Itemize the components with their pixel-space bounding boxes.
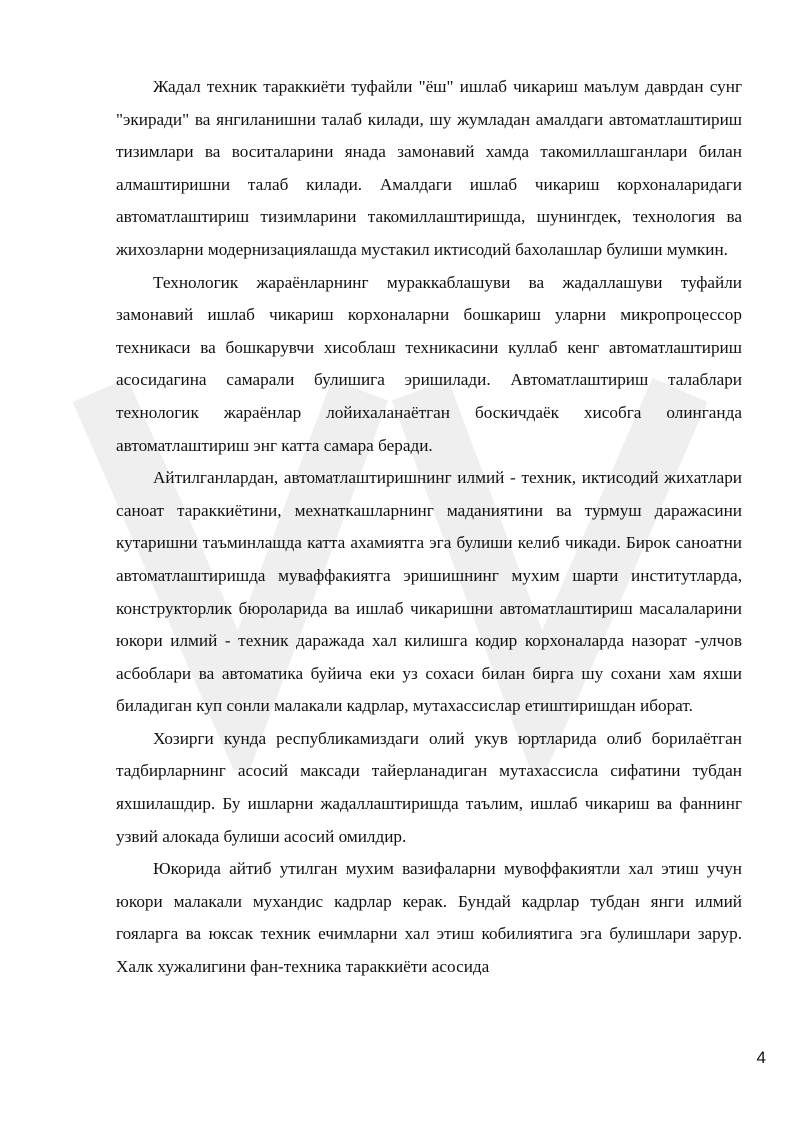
paragraph-4: Хозирги кунда республикамиздаги олий укув юртларида олиб борилаётган тадбирларнинг асосий максади тайерланадиган мутахассисла сифатини тубдан яхшилашдир. Бу ишларни жадаллаштиришда таълим, ишлаб чикариш ва фаннинг узвий алокада булиши асосий омилдир. [116,728,742,846]
paragraph-3: Айтилганлардан, автоматлаштиришнинг илмий - техник, иктисодий жихатлари саноат тараккиётини, мехнаткашларнинг маданиятини ва турмуш даражасини кутаришни таъминлашда катта ахамиятга эга булиши келиб чикади. Бирок саноатни автоматлаштиришда муваффакиятга эришишнинг мухим шарти институтларда, конструкторлик бюроларида ва ишлаб чикаришни автоматлаштириш масалаларини юкори илмий - техник даражада хал килишга кодир корхоналарда назорат -улчов асбоблари ва автоматика буйича еки уз сохаси билан бирга шу сохани хам яхши биладиган куп сонли малакали кадрлар, мутахассислар етиштиришдан иборат. [116,468,742,716]
page-number: 4 [756,1048,766,1067]
paragraph-5: Юкорида айтиб утилган мухим вазифаларни мувоффакиятли хал этиш учун юкори малакали мухандис кадрлар керак. Бундай кадрлар тубдан янги илмий гояларга ва юксак техник ечимларни хал этиш кобилиятига эга булишлари зарур. Халк хужалигини фан-техника тараккиёти асосида [116,859,742,977]
paragraph-2: Технологик жараёнларнинг мураккаблашуви ва жадаллашуви туфайли замонавий ишлаб чикариш корхоналарни бошкариш уларни микропроцессор техникаси ва бошкарувчи хисоблаш техникасини куллаб кенг автоматлаштириш асосидагина самарали булишига эришилади. Автоматлаштириш талаблари технологик жараёнлар лойихаланаётган боскичдаёк хисобга олинганда автоматлаштириш энг катта самара беради. [116,272,742,455]
paragraph-1: Жадал техник тараккиёти туфайли "ёш" ишлаб чикариш маълум даврдан сунг "экиради" ва янгиланишни талаб килади, шу жумладан амалдаги автоматлаштириш тизимлари ва воситаларини янада замонавий хамда такомиллашганлари билан алмаштиришни талаб килади. Амалдаги ишлаб чикариш корхоналаридаги автоматлаштириш тизимларини такомиллаштиришда, шунингдек, технология ва жихозларни модернизациялашда мустакил иктисодий бахолашлар булиши мумкин. [116,77,742,259]
body-text [116,71,742,984]
